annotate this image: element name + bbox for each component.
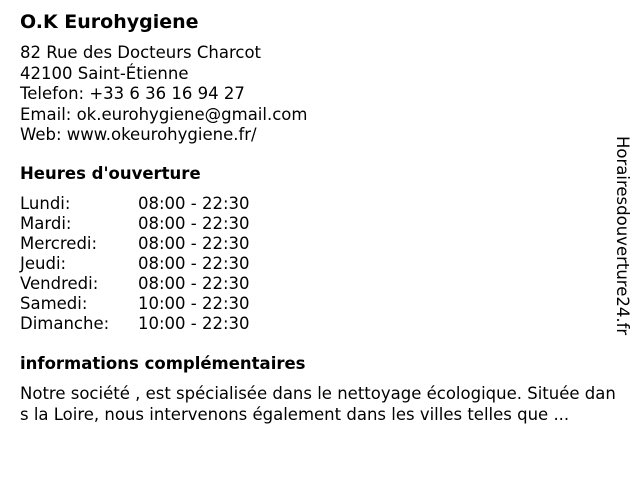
time-range: 08:00 - 22:30 bbox=[138, 274, 250, 293]
day-label: Jeudi: bbox=[20, 254, 67, 273]
hours-heading: Heures d'ouverture bbox=[20, 164, 201, 183]
business-name: O.K Eurohygiene bbox=[20, 11, 199, 33]
info-heading: informations complémentaires bbox=[20, 354, 306, 373]
address-street: 82 Rue des Docteurs Charcot bbox=[20, 43, 262, 62]
day-label: Mercredi: bbox=[20, 234, 98, 253]
time-range: 08:00 - 22:30 bbox=[138, 254, 250, 273]
info-description: Notre société , est spécialisée dans le nettoyage écologique. Située dans la Loire, nous intervenons également dans les villes telles que ... bbox=[20, 384, 616, 424]
address-city: 42100 Saint-Étienne bbox=[20, 63, 189, 83]
time-range: 10:00 - 22:30 bbox=[138, 294, 250, 313]
time-range: 08:00 - 22:30 bbox=[138, 234, 250, 253]
site-watermark: Horairesdouverture24.fr bbox=[613, 136, 632, 336]
email-line[interactable]: Email: ok.eurohygiene@gmail.com bbox=[20, 104, 308, 124]
phone-line[interactable]: Telefon: +33 6 36 16 94 27 bbox=[20, 84, 245, 103]
day-label: Samedi: bbox=[20, 294, 88, 313]
time-range: 10:00 - 22:30 bbox=[138, 314, 250, 333]
day-label: Mardi: bbox=[20, 214, 72, 233]
day-label: Dimanche: bbox=[20, 314, 110, 333]
contact-block bbox=[20, 43, 307, 146]
web-line[interactable]: Web: www.okeurohygiene.fr/ bbox=[20, 125, 257, 144]
day-label: Lundi: bbox=[20, 194, 71, 213]
time-range: 08:00 - 22:30 bbox=[138, 194, 250, 213]
day-label: Vendredi: bbox=[20, 274, 99, 293]
time-range: 08:00 - 22:30 bbox=[138, 214, 250, 233]
